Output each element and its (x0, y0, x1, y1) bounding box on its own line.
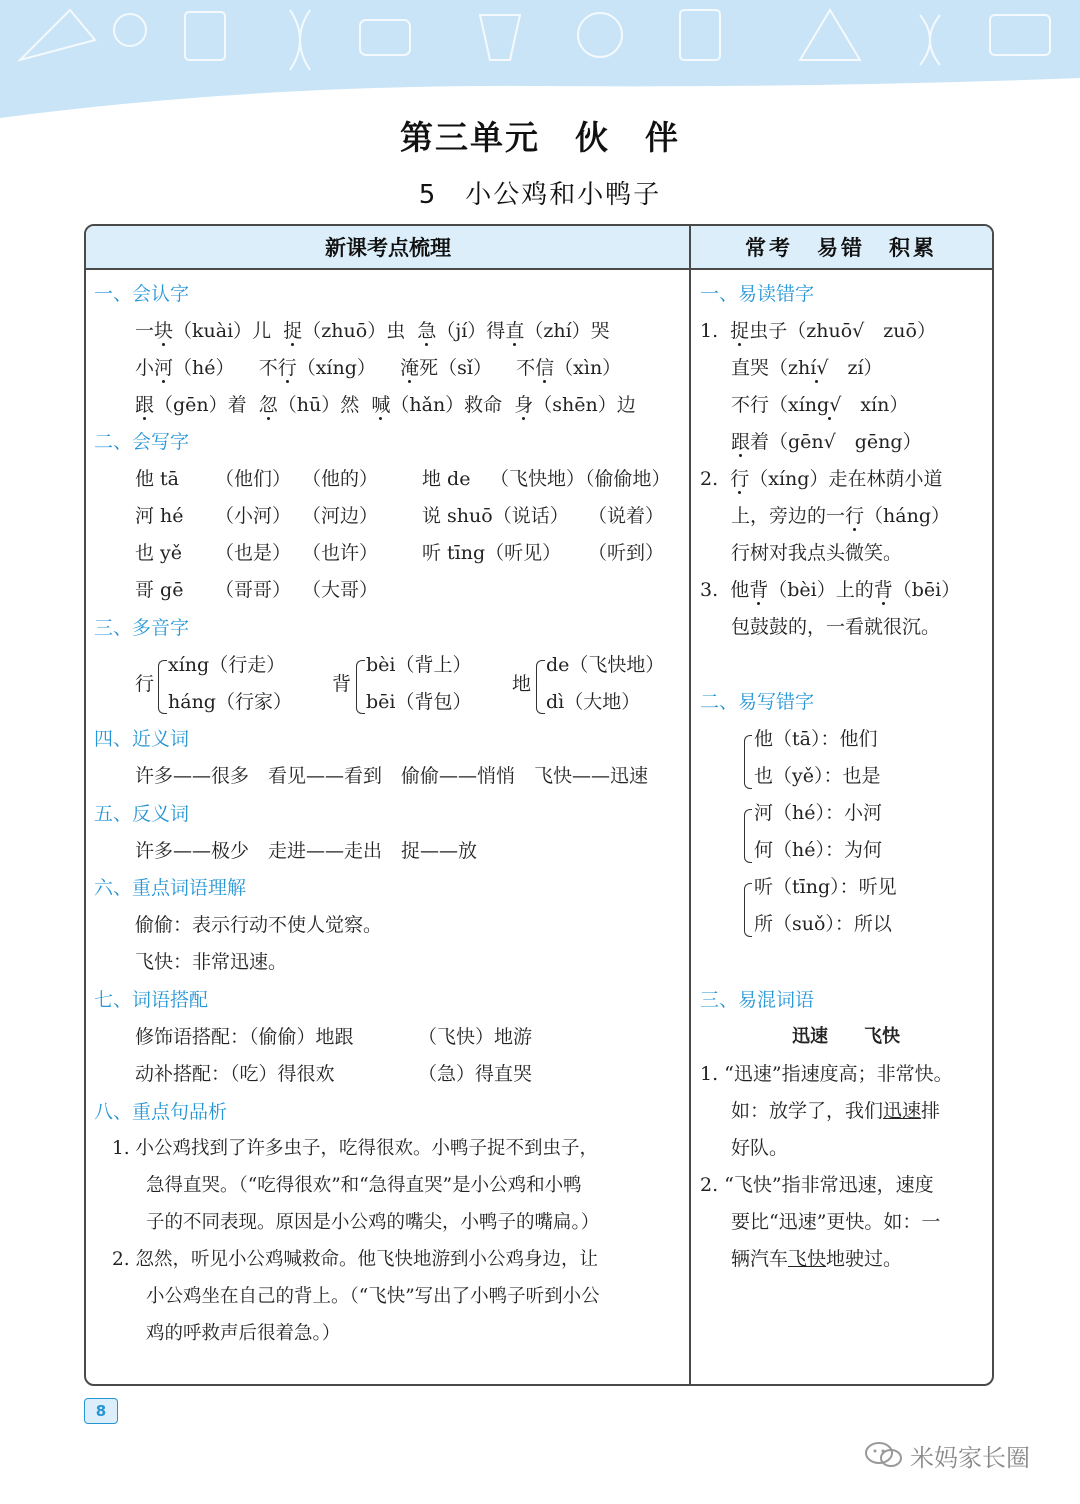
text-line: 2. 忽然，听见小公鸡喊救命。他飞快地游到小公鸡身边，让 (112, 1249, 599, 1270)
text-line: （急）得直哭 (418, 1063, 533, 1085)
text-line: 动补搭配：（吃）得很欢 (135, 1063, 335, 1085)
polyphone-char: 地 (512, 673, 532, 695)
text-line: 小河（hé） 不行（xíng） 淹死（sǐ） 不信（xìn） (135, 357, 622, 379)
text-cell: 地 de (422, 468, 471, 490)
section-title: 二、会写字 (94, 431, 190, 453)
unit-title: 第三单元 伙 伴 (400, 118, 680, 157)
section-title: 六、重点词语理解 (94, 877, 247, 899)
text-line: 一块（kuài）儿 捉（zhuō）虫 急（jí）得直（zhí）哭 (135, 320, 610, 342)
text-line: 所（suǒ）：所以 (754, 913, 892, 935)
text-line: 跟着（gēn√ gēng） (731, 431, 922, 453)
text-cell: （也许） (302, 542, 379, 564)
text-line: 偷偷：表示行动不使人觉察。 (135, 914, 383, 936)
left-column-header: 新课考点梳理 (86, 226, 690, 270)
text-cell: （也是） (215, 542, 292, 564)
text-line: 1. 捉虫子（zhuō√ zuō） (700, 320, 936, 342)
brace (744, 809, 752, 863)
text-cell: （河边） (302, 505, 379, 527)
text-cell: 也 yě (135, 542, 183, 564)
text-line: 河（hé）：小河 (754, 802, 882, 824)
brace (744, 735, 752, 789)
polyphone-reading: bèi（背上） (366, 654, 472, 676)
text-line: 1. 小公鸡找到了许多虫子，吃得很欢。小鸭子捉不到虫子， (112, 1138, 599, 1159)
section-title: 一、易读错字 (700, 283, 815, 305)
text-cell: （他的） (302, 468, 379, 490)
text-line: 跟（gēn）着 忽（hū）然 喊（hǎn）救命 身（shēn）边 (135, 394, 636, 416)
section-title: 四、近义词 (94, 728, 190, 750)
text-line: 许多——很多 看见——看到 偷偷——悄悄 飞快——迅速 (135, 765, 649, 787)
text-cell: （说着） (588, 505, 665, 527)
text-line: 包鼓鼓的，一看就很沉。 (731, 616, 941, 638)
text-line: 1. “迅速”指速度高；非常快。 (700, 1063, 953, 1085)
polyphone-reading: dì（大地） (546, 691, 641, 713)
section-title: 七、词语搭配 (94, 989, 209, 1011)
text-cell: 听 tīng（听见） (422, 542, 562, 564)
text-cell: （哥哥） (215, 579, 292, 601)
polyphone-reading: xíng（行走） (168, 654, 286, 676)
right-column-header: 常考 易错 积累 (690, 226, 992, 270)
subheading: 迅速 飞快 (792, 1026, 900, 1047)
text-line: 2. “飞快”指非常迅速，速度 (700, 1174, 934, 1196)
text-cell: 他 tā (135, 468, 180, 490)
text-line: 2. 行（xíng）走在林荫小道 (700, 468, 943, 490)
polyphone-char: 背 (332, 673, 352, 695)
text-line: 不行（xíng√ xín） (731, 394, 909, 416)
polyphone-reading: bēi（背包） (366, 691, 472, 713)
text-line: 修饰语搭配：（偷偷）地跟 (135, 1026, 354, 1048)
section-title: 二、易写错字 (700, 691, 815, 713)
text-cell: （听到） (588, 542, 665, 564)
text-line: 他（tā）：他们 (754, 728, 878, 750)
text-cell: （大哥） (302, 579, 379, 601)
brace (744, 883, 752, 937)
text-line: 3. 他背（bèi）上的背（bēi） (700, 579, 961, 601)
text-line: 直哭（zhí√ zí） (731, 357, 883, 379)
text-line: 飞快：非常迅速。 (135, 951, 288, 973)
text-line: 子的不同表现。原因是小公鸡的嘴尖，小鸭子的嘴扁。） (146, 1212, 600, 1233)
text-line: （飞快）地游 (418, 1026, 533, 1048)
column-divider (689, 226, 691, 1386)
polyphone-reading: háng（行家） (168, 691, 292, 713)
text-cell: 哥 gē (135, 579, 184, 601)
text-line: 听（tīng）：听见 (754, 876, 897, 898)
text-line: 急得直哭。（“吃得很欢”和“急得直哭”是小公鸡和小鸭 (146, 1175, 582, 1196)
brace (158, 660, 167, 714)
text-line: 小公鸡坐在自己的背上。（“飞快”写出了小鸭子听到小公 (146, 1286, 600, 1307)
text-line: 好队。 (731, 1137, 789, 1159)
lesson-title: 5 小公鸡和小鸭子 (418, 180, 662, 210)
text-line: 如：放学了，我们迅速排 (731, 1100, 941, 1122)
polyphone-reading: de（飞快地） (546, 654, 665, 676)
page-number: 8 (84, 1398, 118, 1424)
brace (536, 660, 545, 714)
text-line: 也（yě）：也是 (754, 765, 881, 787)
text-cell: （小河） (215, 505, 292, 527)
text-line: 何（hé）：为何 (754, 839, 882, 861)
text-line: 许多——极少 走进——走出 捉——放 (135, 840, 478, 862)
text-cell: （飞快地）（偷偷地） (490, 468, 671, 490)
watermark-text: 米妈家长圈 (910, 1444, 1030, 1472)
section-title: 三、易混词语 (700, 989, 815, 1011)
text-line: 行树对我点头微笑。 (731, 542, 903, 564)
polyphone-char: 行 (135, 673, 155, 695)
wechat-icon (864, 1440, 904, 1470)
text-line: 辆汽车飞快地驶过。 (731, 1248, 903, 1270)
text-line: 要比“迅速”更快。如：一 (731, 1211, 941, 1233)
text-line: 上，旁边的一行（háng） (731, 505, 950, 527)
section-title: 五、反义词 (94, 803, 190, 825)
text-cell: 河 hé (135, 505, 184, 527)
section-title: 八、重点句品析 (94, 1101, 228, 1123)
text-cell: 说 shuō（说话） (422, 505, 569, 527)
brace (356, 660, 365, 714)
text-line: 鸡的呼救声后很着急。） (146, 1323, 341, 1344)
section-title: 一、会认字 (94, 283, 190, 305)
text-cell: （他们） (215, 468, 292, 490)
section-title: 三、多音字 (94, 617, 190, 639)
